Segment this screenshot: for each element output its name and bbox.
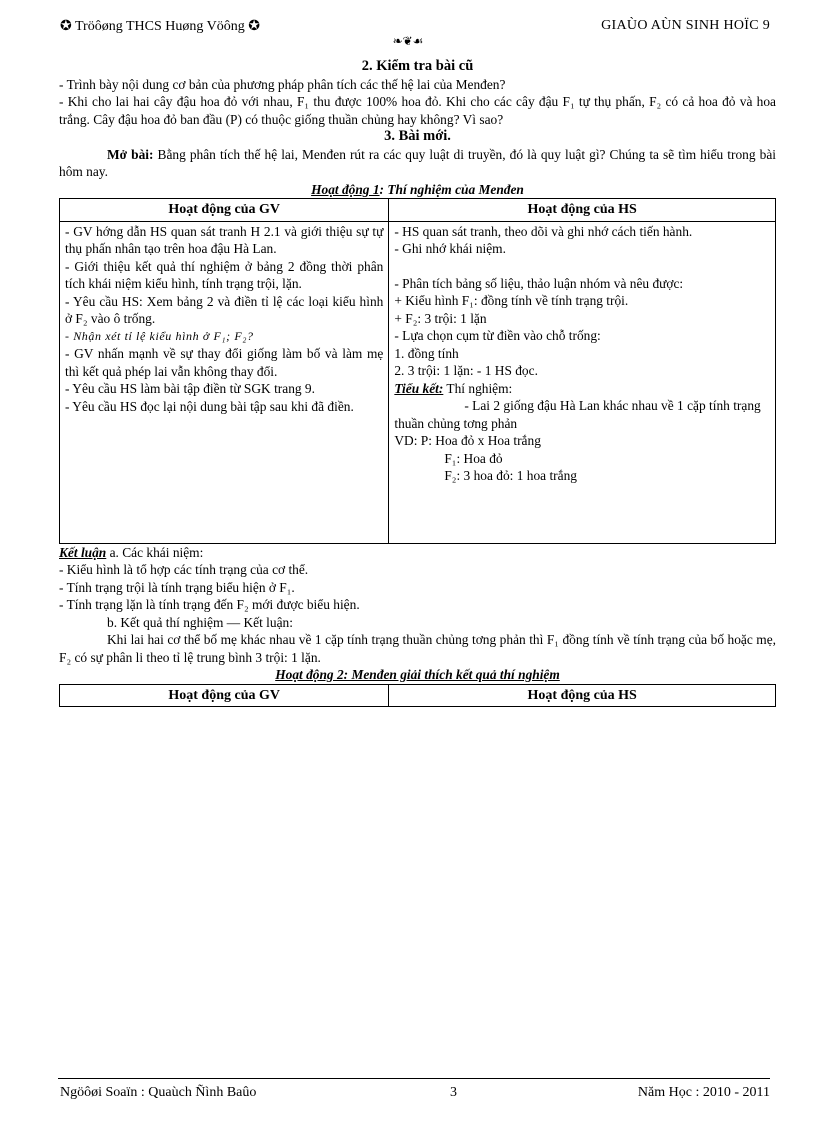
page-number: 3	[450, 1085, 457, 1100]
tieuket-label: Tiểu kết:	[394, 380, 444, 396]
tieuket-text: Thí nghiệm:	[443, 380, 513, 396]
intro-label: Mở bài:	[107, 146, 154, 162]
gv-cell	[60, 221, 389, 543]
school-name: ✪ Tröôøng THCS Huøng Vöông ✪	[60, 19, 260, 34]
conclusion-line: - Kiểu hình là tổ hợp các tính trạng của cơ thể.	[59, 562, 309, 577]
gv-item: - Yêu cầu HS đọc lại nội dung bài tập sau khi đã điền.	[65, 398, 354, 414]
gv-item: - Yêu cầu HS: Xem bảng 2 và điền tỉ lệ các loại kiểu hình ở F₂ vào ô trống.	[65, 293, 384, 326]
hs-item: 1. đồng tính	[394, 345, 459, 361]
conclusion-text: Khi lai hai cơ thể bố mẹ khác nhau về 1 cặp tính trạng thuần chủng tơng phản thì F₁ đồng tính về tính trạng của bố hoặc mẹ, F₂ có sự phân li theo tỉ lệ trung bình 3 trội: 1 lặn.	[59, 632, 776, 665]
hs-item: - HS quan sát tranh, theo dõi và ghi nhớ cách tiến hành.	[394, 223, 693, 239]
tieuket-line: - Lai 2 giống đậu Hà Lan khác nhau về 1 cặp tính trạng thuần chủng tơng phản	[394, 398, 761, 431]
activity-2-table	[59, 684, 776, 708]
activity-1-title	[59, 181, 776, 199]
hs-item: + F₂: 3 trội: 1 lặn	[394, 310, 487, 326]
footer-divider	[58, 1078, 770, 1079]
example-f1: F₁: Hoa đỏ	[444, 450, 503, 466]
hs-item: - Ghi nhớ khái niệm.	[394, 241, 506, 256]
conclusion-line: - Tính trạng trội là tính trạng biểu hiện ở F₁.	[59, 579, 295, 595]
activity-1-rest: : Thí nghiệm của Menđen	[379, 181, 524, 197]
conclusion-line: - Tính trạng lặn là tính trạng đến F₂ mới được biểu hiện.	[59, 597, 360, 612]
col-hs-header-2: Hoạt động của HS	[389, 684, 776, 707]
gv-item: - Yêu cầu HS làm bài tập điền từ SGK trang 9.	[65, 381, 315, 396]
activity-2-title	[59, 666, 776, 684]
school-year: Năm Học : 2010 - 2011	[637, 1085, 770, 1100]
col-gv-header: Hoạt động của GV	[60, 199, 389, 222]
activity-2-title-text: Hoạt động 2: Menđen giải thích kết quả thí nghiệm	[275, 667, 560, 682]
conclusion-b: b. Kết quả thí nghiệm — Kết luận:	[107, 614, 293, 630]
review-question-1: - Trình bày nội dung cơ bản của phương pháp phân tích các thế hệ lai của Menđen?	[59, 76, 506, 92]
hs-item: - Phân tích bảng số liệu, thảo luận nhóm và nêu được:	[394, 275, 684, 291]
conclusion-a: a. Các khái niệm:	[106, 544, 204, 560]
hs-cell	[389, 221, 776, 543]
subject-title: GIAÙO AÙN SINH HOÏC 9	[601, 18, 770, 33]
example-f2: F₂: 3 hoa đỏ: 1 hoa trắng	[444, 468, 577, 483]
gv-item: - GV hớng dẫn HS quan sát tranh H 2.1 và giới thiệu sự tự thụ phấn nhân tạo trên hoa đậu Hà Lan.	[65, 223, 384, 256]
intro-paragraph	[59, 146, 776, 181]
hs-item: + Kiểu hình F₁: đồng tính về tính trạng trội.	[394, 293, 629, 308]
gv-item: - GV nhấn mạnh về sự thay đổi giống làm bố và làm mẹ thì kết quả phép lai vẫn không thay đổi.	[65, 346, 384, 379]
page-footer	[60, 1085, 770, 1105]
intro-text: Bằng phân tích thế hệ lai, Menđen rút ra các quy luật di truyền, đó là quy luật gì? Chúng ta sẽ tìm hiểu trong bài hôm nay.	[59, 146, 776, 179]
tieuket	[394, 380, 770, 398]
col-gv-header-2: Hoạt động của GV	[60, 684, 389, 707]
activity-1-table	[59, 198, 776, 544]
conclusion-label: Kết luận	[59, 544, 107, 560]
conclusion-heading	[59, 544, 776, 562]
document-body	[59, 58, 776, 707]
ornament-icon: ❧❦☙	[392, 34, 424, 48]
activity-1-prefix: Hoạt động 1	[311, 181, 380, 197]
section-2-title: 2. Kiểm tra bài cũ	[361, 58, 474, 74]
example-p: VD: P: Hoa đỏ x Hoa trắng	[394, 433, 541, 448]
review-question-2: - Khi cho lai hai cây đậu hoa đỏ với nhau, F₁ thu được 100% hoa đỏ. Khi cho các cây đậu F₁ tự thụ phấn, F₂ có cả hoa đỏ và hoa trắng. Cây đậu hoa đỏ ban đầu (P) có thuộc giống thuần chủng hay không? Vì sao?	[59, 94, 776, 127]
col-hs-header: Hoạt động của HS	[389, 199, 776, 222]
hs-item: 2. 3 trội: 1 lặn: - 1 HS đọc.	[394, 363, 538, 378]
hs-item: - Lựa chọn cụm từ điền vào chỗ trống:	[394, 328, 601, 343]
section-3-title: 3. Bài mới.	[384, 128, 451, 144]
gv-item: - Giới thiệu kết quả thí nghiệm ở bảng 2 đồng thời phân tích khái niệm kiểu hình, tính trạng trội, lặn.	[65, 258, 384, 291]
author: Ngöôøi Soaïn : Quaùch Ñình Baûo	[60, 1085, 257, 1100]
gv-item: - Nhận xét tỉ lệ kiểu hình ở F₁; F₂?	[65, 328, 254, 343]
